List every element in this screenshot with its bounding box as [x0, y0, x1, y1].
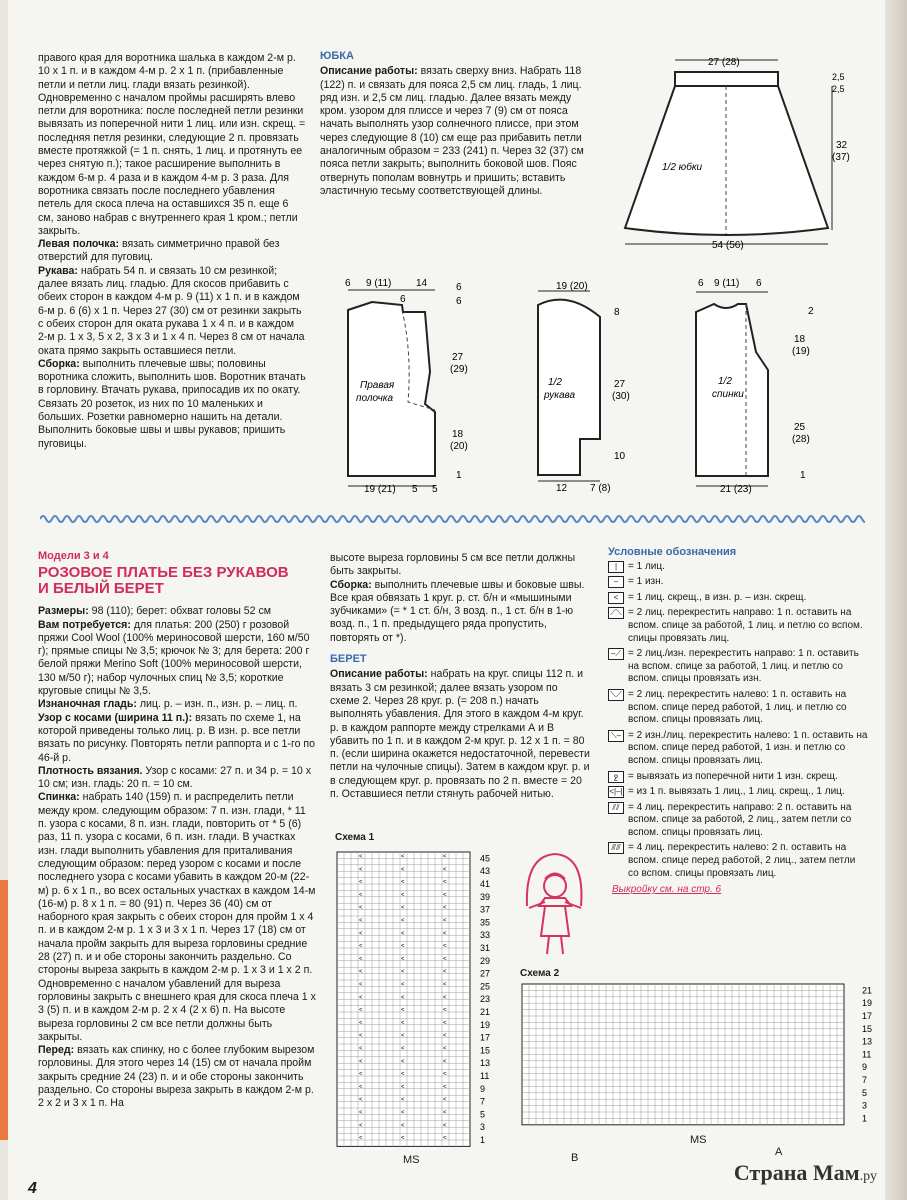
front-lower: 18	[452, 429, 464, 440]
skirt-bottom-dim: 54 (56)	[712, 240, 744, 251]
skirt-label: 1/2 юбки	[662, 162, 703, 173]
front-r-mid: 6	[456, 296, 462, 307]
dress-assembly-text: выполнить плечевые швы и боковые швы. Все края обвязать 1 круг. р. ст. б/н и «мышиными зубчиками» (= * 1 ст. б/н, 3 возд. п., 1 ст. б/н в 1-ю возд. п., 1 п. предыдущего ряда пропустить, повторять от *).	[330, 578, 585, 644]
svg-text:<: <	[401, 956, 405, 963]
scheme1-row-label: 39	[480, 891, 491, 902]
svg-text:<: <	[401, 1097, 405, 1104]
svg-text:<: <	[401, 1058, 405, 1065]
scheme1-row-label: 5	[480, 1109, 486, 1120]
legend-symbol: <	[608, 592, 624, 604]
scheme1-row-label: 29	[480, 955, 491, 966]
dress-column-1	[38, 550, 316, 1111]
svg-text:<: <	[443, 1033, 447, 1040]
svg-text:<: <	[359, 994, 363, 1001]
model-title-2: И БЕЛЫЙ БЕРЕТ	[38, 580, 164, 598]
svg-text:<: <	[443, 1058, 447, 1065]
dress-paragraph-heading: Спинка:	[38, 791, 80, 804]
svg-text:<: <	[443, 879, 447, 886]
legend-text: = 1 изн.	[628, 576, 664, 588]
legend-item	[608, 576, 868, 589]
scheme1-row-label: 33	[480, 930, 491, 941]
svg-text:<: <	[359, 1058, 363, 1065]
scheme1-row-label: 31	[480, 943, 491, 953]
legend-item	[608, 607, 868, 645]
back-rib: 1	[800, 470, 806, 481]
svg-text:<: <	[443, 1110, 447, 1116]
svg-text:<: <	[401, 918, 405, 924]
skirt-section	[320, 50, 590, 198]
legend-symbol: ⫻⫻	[608, 842, 624, 854]
scheme1-row-label: 7	[480, 1096, 486, 1107]
legend-text: = 4 лиц. перекрестить налево: 2 п. оставить на вспом. спице перед работой, 2 лиц., затем петли со вспом. спицы провязать лиц.	[628, 842, 856, 879]
orange-margin-strip	[0, 880, 8, 1140]
svg-text:<: <	[359, 1097, 363, 1104]
watermark-main: Страна Мам	[733, 1160, 860, 1185]
front-bottom-b: 5	[412, 484, 418, 495]
back-piece-diagram	[688, 272, 838, 497]
neckline-continuation: высоте выреза горловины 5 см все петли должны быть закрыты.	[330, 552, 576, 578]
skirt-title: ЮБКА	[320, 50, 354, 62]
scheme1-row-label: 15	[480, 1045, 491, 1056]
dress-assembly-paragraph	[330, 579, 590, 645]
assembly-heading: Сборка:	[38, 357, 80, 370]
skirt-height-dim-2: (37)	[832, 152, 850, 163]
svg-text:<: <	[359, 956, 363, 963]
svg-text:<: <	[401, 969, 405, 976]
svg-text:<: <	[359, 1046, 363, 1052]
beret-title: БЕРЕТ	[330, 653, 367, 666]
scheme2-row-label: 17	[862, 1011, 873, 1021]
scheme1-row-label: 1	[480, 1135, 486, 1145]
svg-text:<: <	[359, 1020, 363, 1027]
svg-text:<: <	[359, 982, 363, 988]
back-label-1: 1/2	[718, 376, 732, 387]
legend-item	[608, 771, 868, 784]
sleeve-diagram	[528, 275, 648, 495]
legend-text: = из 1 п. вывязать 1 лиц., 1 лиц. скрещ., 1 лиц.	[628, 786, 845, 798]
svg-text:<: <	[359, 1033, 363, 1040]
back-top-a: 6	[698, 278, 704, 289]
dress-paragraphs	[38, 605, 316, 1110]
scheme1-chart	[335, 848, 505, 1168]
svg-text:<: <	[401, 1020, 405, 1027]
front-bottom-a: 19 (21)	[364, 484, 396, 495]
scheme1-row-label: 19	[480, 1019, 491, 1030]
beret-text: набрать на круг. спицы 112 п. и вязать 3 см резинкой; далее вязать узором по схеме 2. Через 28 круг. р. (= 208 п.) начать выполнять убавления. Для этого в каждом 4-м круг. р. в каждом раппорте между стрелками А и В убавить по 1 п. и в каждом 2-м круг. р. 12 х 1 п. = 80 п. (если ширина окажется недостаточной, перевести петли на чулочные спицы). Затем в каждом круг. р. и в следующем круг. р. провязать по 2 п. вместе = 20 п. Оставшиеся петли стянуть рабочей нитью.	[330, 668, 590, 801]
legend-item	[608, 802, 868, 840]
dress-paragraph-heading: Плотность вязания.	[38, 764, 143, 777]
svg-text:<: <	[443, 956, 447, 963]
legend-symbol: –⟋	[608, 648, 624, 660]
legend-text: = 1 лиц. скрещ., в изн. р. – изн. скрещ.	[628, 591, 807, 603]
legend-text: = 2 лиц. перекрестить направо: 1 п. оставить на вспом. спице за работой, 1 лиц. и петлю со вспом. спицы провязать лиц.	[628, 607, 863, 644]
svg-text:<: <	[359, 1007, 363, 1014]
svg-text:<: <	[401, 1122, 405, 1129]
svg-text:<: <	[443, 982, 447, 988]
legend	[608, 546, 868, 897]
scheme1-row-label: 13	[480, 1058, 491, 1069]
svg-text:<: <	[359, 879, 363, 886]
front-height-2: (29)	[450, 364, 468, 375]
arrow-a-label: A	[775, 1146, 783, 1158]
sleeve-cap: 8	[614, 307, 620, 318]
assembly-paragraph	[38, 358, 306, 451]
svg-text:<: <	[359, 905, 363, 912]
collar-text: правого края для воротника шалька в каждом 2-м р. 10 х 1 п. и в каждом 4-м р. 2 х 1 п. (прибавленные петли и петли лиц. глади вязать резинкой). Одновременно с началом проймы расширять влево петли для воротника: после последней петли резинки вывязать из поперечной нити 1 лиц. или изн. скрещ. = последняя петля резинки, следующие 2 п. провязать вместе протяжкой (= 1 п. снять, 1 лиц. и протянуть ее через снятую п.); такое расширение выполнить в каждом 6-м р. 4 раза и в каждом 4-м р. 3 раза. Для воротника связать после последнего убавления петель для скоса плеча на оставшихся 35 п. еще 6 см, заново набрав с внутреннего края 1 кром.; петли закрыть.	[38, 52, 306, 237]
dress-paragraph	[38, 765, 316, 792]
scheme2-row-label: 1	[862, 1113, 868, 1124]
legend-symbol: |	[608, 561, 624, 573]
svg-text:<: <	[443, 1007, 447, 1014]
dress-paragraph-text: 98 (110); берет: обхват головы 52 см	[88, 605, 272, 618]
scheme1-row-label: 37	[480, 904, 491, 915]
svg-text:<: <	[359, 854, 363, 860]
svg-text:<: <	[401, 994, 405, 1001]
svg-text:<: <	[359, 1084, 363, 1091]
legend-symbol: <|–|	[609, 787, 623, 797]
legend-text: = 2 лиц./изн. перекрестить направо: 1 п. оставить на вспом. спице за работой, 1 лиц. и петлю со вспом. спицы провязать изн.	[628, 648, 859, 685]
svg-text:<: <	[401, 1033, 405, 1040]
svg-text:<: <	[443, 1071, 447, 1078]
sleeve-top: 19 (20)	[556, 281, 588, 292]
back-armhole-2: (19)	[792, 346, 810, 357]
svg-text:<: <	[443, 994, 447, 1001]
svg-text:<: <	[443, 943, 447, 950]
back-armhole: 18	[794, 334, 806, 345]
front-top-a: 6	[345, 278, 351, 289]
scheme2-row-label: 7	[862, 1075, 868, 1085]
scheme1-row-label: 21	[480, 1007, 491, 1017]
svg-text:<: <	[443, 969, 447, 976]
svg-text:<: <	[401, 1135, 405, 1142]
svg-text:<: <	[401, 1084, 405, 1091]
dress-paragraph-text: лиц. р. – изн. п., изн. р. – лиц. п.	[136, 698, 298, 711]
front-top-c: 14	[416, 278, 428, 289]
dress-paragraph-heading: Вам потребуется:	[38, 618, 131, 631]
skirt-desc-heading: Описание работы:	[320, 65, 418, 78]
svg-text:<: <	[359, 1071, 363, 1078]
front-piece-diagram	[330, 272, 480, 497]
sleeves-heading: Рукава:	[38, 264, 78, 277]
svg-text:<: <	[401, 982, 405, 988]
beret-heading: Описание работы:	[330, 668, 428, 681]
svg-text:<: <	[443, 866, 447, 873]
front-height: 27	[452, 352, 464, 363]
svg-text:<: <	[443, 1097, 447, 1104]
svg-text:<: <	[401, 930, 405, 937]
front-l-mid: 6	[456, 282, 462, 293]
scheme1-row-label: 43	[480, 866, 491, 877]
left-front-text: вязать симметрично правой без отверстий для пуговиц.	[38, 238, 280, 264]
back-body-2: (28)	[792, 434, 810, 445]
wave-divider	[40, 512, 865, 526]
svg-text:<: <	[443, 1020, 447, 1027]
skirt-paragraph	[320, 65, 590, 198]
scheme2-title: Схема 2	[520, 968, 560, 979]
scheme2-row-label: 3	[862, 1100, 868, 1111]
scheme1-row-label: 11	[480, 1071, 490, 1081]
scheme2-row-label: 19	[862, 998, 873, 1009]
dress-paragraph-heading: Перед:	[38, 1044, 75, 1057]
svg-text:<: <	[443, 1135, 447, 1142]
legend-symbol: ⟋⟍	[608, 607, 624, 619]
svg-text:<: <	[359, 918, 363, 924]
sleeve-bottom-b: 7 (8)	[590, 483, 611, 494]
skirt-desc-text: вязать сверху вниз. Набрать 118 (122) п. и связать для пояса 2,5 см лиц. гладь, 1 лиц. ряд изн. и 2,5 см лиц. гладью. Далее вязать между кром. узором для плиссе и через 7 (9) см от пояса начать выполнять узор солнечного плиссе, при этом через следующие 8 (10) см еще раз прибавить петли аналогичным образом = 233 (241) п. Через 32 (37) см пояса петли закрыть; выполнить боковой шов. Пояс отвернуть пополам вовнутрь и пришить; вставить эластичную тесьму соответствующей длины.	[320, 65, 584, 197]
jumping-girl-illustration	[515, 846, 595, 966]
front-r-top: 6	[400, 294, 406, 305]
svg-text:<: <	[401, 1071, 405, 1078]
scheme2-row-label: 15	[862, 1023, 873, 1034]
svg-text:<: <	[443, 1084, 447, 1091]
legend-text: = 4 лиц. перекрестить направо: 2 п. оставить на вспом. спице за работой, 2 лиц., затем петли со вспом. спицы провязать лиц.	[628, 801, 852, 838]
svg-text:<: <	[401, 943, 405, 950]
left-front-heading: Левая полочка:	[38, 238, 119, 251]
legend-text: = 2 лиц. перекрестить налево: 1 п. оставить на вспом. спице перед работой, 1 лиц. и петлю со вспом. спицы провязать лиц.	[628, 688, 847, 726]
scheme2-row-label: 5	[862, 1087, 868, 1098]
dress-paragraph-heading: Изнаночная гладь:	[38, 698, 137, 711]
back-label-2: спинки	[712, 389, 744, 400]
svg-text:<: <	[359, 1122, 363, 1129]
beret-paragraph	[330, 668, 590, 801]
svg-text:<: <	[401, 1007, 405, 1014]
legend-symbol: ⟍⟋	[608, 689, 624, 701]
skirt-waist-dim: 2,5	[832, 72, 845, 82]
scheme1-row-label: 45	[480, 853, 491, 864]
legend-item	[608, 786, 868, 799]
scheme1-row-label: 9	[480, 1083, 486, 1094]
model-title-1: РОЗОВОЕ ПЛАТЬЕ БЕЗ РУКАВОВ	[38, 564, 289, 582]
legend-text: = 1 лиц.	[628, 560, 665, 572]
dress-paragraph	[38, 605, 316, 618]
model-kicker: Модели 3 и 4	[38, 550, 109, 562]
dress-paragraph-text: набрать 140 (159) п. и распределить петли между кром. следующим образом: 7 п. изн. глади, * 11 п. узора с косами, 8 п. изн. глади, повторить от * 5 (6) раз, 11 п. узора с косами, 6 п. изн. глади. В участках изн. глади выполнить убавления для приталивания следующим образом: перед узором с косами и после последнего узора с косами убавить в каждом 20-м (22-м) р. 6 х 1 п., во всех остальных участках в каждом 14-м (16-м) р. 8 х 1 п. = 80 (91) п. Через 36 (40) см от наборного края закрыть с обеих сторон для пройм 1 х 4 п. и в каждом 2-м р. 1 х 3 и 3 х 1 п. Через 17 (18) см от начала пройм закрыть для выреза горловины средние 28 (27) п. и и обе стороны закончить раздельно. Со стороны выреза закрыть в каждом 2-м р. 1 х 3 и 1 х 2 п. Одновременно с началом убавлений для выреза горловины закрыть с внешнего края для скоса плеча 1 х 3 (5) п. и в каждом 2-м р. 2 х 4 (2 х 6) п. На высоте выреза горловины 2 см все петли должны быть закрыты.	[38, 791, 316, 1043]
svg-text:<: <	[359, 1110, 363, 1116]
svg-text:<: <	[359, 892, 363, 899]
front-label-2: полочка	[356, 393, 394, 404]
legend-item	[608, 592, 868, 605]
dress-paragraph	[38, 698, 316, 711]
svg-text:<: <	[401, 1110, 405, 1116]
watermark-suffix: .ру	[859, 1169, 877, 1184]
sleeve-height-2: (30)	[612, 391, 630, 402]
sleeve-label-2: рукава	[544, 390, 576, 401]
scheme2-row-label: 13	[862, 1036, 873, 1047]
legend-symbol: ⟍–	[608, 730, 624, 742]
scheme1-row-label: 25	[480, 981, 491, 992]
scheme2-ms: MS	[690, 1134, 707, 1146]
svg-text:<: <	[401, 892, 405, 899]
dress-paragraph	[38, 619, 316, 699]
dress-paragraph	[38, 1044, 316, 1110]
skirt-diagram	[600, 50, 870, 255]
back-top-c: 6	[756, 278, 762, 289]
svg-text:<: <	[359, 969, 363, 976]
dress-paragraph-heading: Размеры:	[38, 605, 89, 618]
legend-text: = вывязать из поперечной нити 1 изн. скрещ.	[628, 770, 838, 782]
dress-paragraph-text: вязать по схеме 1, на которой приведены только лиц. р. В изн. р. все петли вязать по рисунку. Повторять петли раппорта и с 1-го по 46-й р.	[38, 711, 316, 764]
scheme2-row-label: 9	[862, 1062, 868, 1073]
skirt-height-dim: 32	[836, 140, 848, 151]
svg-text:<: <	[359, 943, 363, 950]
legend-symbol: –	[608, 576, 624, 588]
svg-text:<: <	[443, 918, 447, 924]
assembly-text: выполнить плечевые швы; половины воротника сложить, выполнить шов. Воротник втачать в горловину. Втачать рукава, припосадив их по окату. Связать 20 розеток, из них по 10 маленьких и больших. Розетки равномерно нашить на детали. Выполнить боковые швы и швы рукавов; пришить пуговицы.	[38, 357, 306, 450]
scheme1-title: Схема 1	[335, 832, 375, 843]
scheme1-row-label: 17	[480, 1032, 491, 1043]
front-label-1: Правая	[360, 380, 395, 391]
svg-text:<: <	[443, 854, 447, 860]
dress-paragraph-text: вязать как спинку, но с более глубоким вырезом горловины. Для этого через 14 (15) см от начала пройм закрыть средние 24 (23) п. и и обе стороны закончить раздельно. Со стороны выреза закрыть в каждом 2-м р. 2 х 2 и 3 х 1 п. На	[38, 1044, 315, 1110]
front-rib: 1	[456, 470, 462, 481]
svg-text:<: <	[443, 905, 447, 912]
legend-list	[608, 561, 868, 881]
back-shoulder: 2	[808, 306, 814, 317]
dress-paragraph-text: для платья: 200 (250) г розовой пряжи Cool Wool (100% мериносовой шерсти, 160 м/50 г); прямые спицы № 3,5; крючок № 3; для берета: 200 г белой пряжи Merino Soft (100% мериносовой шерсти, 130 м/50 г); набор чулочных спиц № 3,5; короткие круговые спицы № 3,5.	[38, 618, 310, 698]
scheme1-row-label: 35	[480, 917, 491, 928]
sleeves-paragraph	[38, 265, 306, 358]
svg-text:<: <	[443, 930, 447, 937]
back-body: 25	[794, 422, 806, 433]
legend-text: = 2 изн./лиц. перекрестить налево: 1 п. оставить на вспом. спице перед работой, 1 изн. и петлю со вспом. спицы провязать лиц.	[628, 729, 868, 766]
arrow-b-label: B	[571, 1152, 579, 1164]
left-front-paragraph	[38, 238, 306, 265]
sleeves-text: набрать 54 п. и связать 10 см резинкой; далее вязать лиц. гладью. Для скосов прибавить с обеих сторон в каждом 4-м р. 9 (11) х 1 п. и в каждом 6-м р. 6 (6) х 1 п. Через 27 (30) см от резинки закрыть с обеих сторон для оката рукава 1 х 4 п. и в каждом 2-м р. 1 х 3, 5 х 2, 3 х 3 и 1 х 4 п. Через 8 см от начала оката прямо закрыть оставшиеся петли.	[38, 264, 305, 357]
svg-text:<: <	[401, 1046, 405, 1052]
svg-text:<: <	[401, 905, 405, 912]
legend-item	[608, 730, 868, 768]
front-lower-2: (20)	[450, 441, 468, 452]
dress-paragraph	[38, 791, 316, 1044]
scheme2-row-label: 11	[862, 1049, 872, 1060]
legend-item	[608, 689, 868, 727]
dress-assembly-heading: Сборка:	[330, 578, 372, 591]
svg-text:<: <	[443, 892, 447, 899]
legend-symbol: ջ	[608, 771, 624, 783]
legend-item	[608, 842, 868, 880]
scheme2-row-label: 21	[862, 985, 873, 996]
front-bottom-c: 5	[432, 484, 438, 495]
pattern-link[interactable]: Выкройку см. на стр. 6	[612, 884, 722, 896]
legend-item	[608, 648, 868, 686]
back-bottom: 21 (23)	[720, 484, 752, 495]
left-column-top	[38, 52, 306, 451]
legend-title: Условные обозначения	[608, 546, 737, 558]
legend-symbol: ⫽⫽	[608, 802, 624, 814]
svg-text:<: <	[443, 1046, 447, 1052]
skirt-waist-dim-2: 2,5	[832, 84, 845, 94]
dress-paragraph-text: Узор с косами: 27 п. и 34 р. = 10 х 10 см; изн. гладь: 20 п. = 10 см.	[38, 764, 312, 791]
scheme1-row-label: 3	[480, 1122, 486, 1133]
legend-item	[608, 561, 868, 574]
dress-paragraph	[38, 712, 316, 765]
sleeve-bottom-a: 12	[556, 483, 568, 494]
sleeve-label-1: 1/2	[548, 377, 562, 388]
scheme1-ms: MS	[403, 1154, 420, 1166]
page-number: 4	[28, 1180, 37, 1197]
back-top-b: 9 (11)	[714, 278, 740, 289]
scheme1-row-label: 41	[480, 879, 491, 889]
svg-text:<: <	[359, 1135, 363, 1142]
skirt-top-dim: 27 (28)	[708, 57, 740, 68]
front-top-b: 9 (11)	[366, 278, 392, 289]
scheme2-chart	[520, 982, 890, 1132]
svg-text:<: <	[401, 879, 405, 886]
svg-text:<: <	[401, 854, 405, 860]
svg-text:<: <	[443, 1122, 447, 1129]
scheme1-row-label: 23	[480, 994, 491, 1005]
svg-text:<: <	[359, 866, 363, 873]
dress-column-2	[330, 552, 590, 801]
dress-paragraph-heading: Узор с косами (ширина 11 п.):	[38, 711, 193, 724]
svg-text:<: <	[401, 866, 405, 873]
sleeve-cuff: 10	[614, 451, 626, 462]
svg-text:<: <	[359, 930, 363, 937]
watermark	[734, 1160, 877, 1186]
sleeve-height: 27	[614, 379, 626, 390]
scheme1-row-label: 27	[480, 968, 491, 979]
